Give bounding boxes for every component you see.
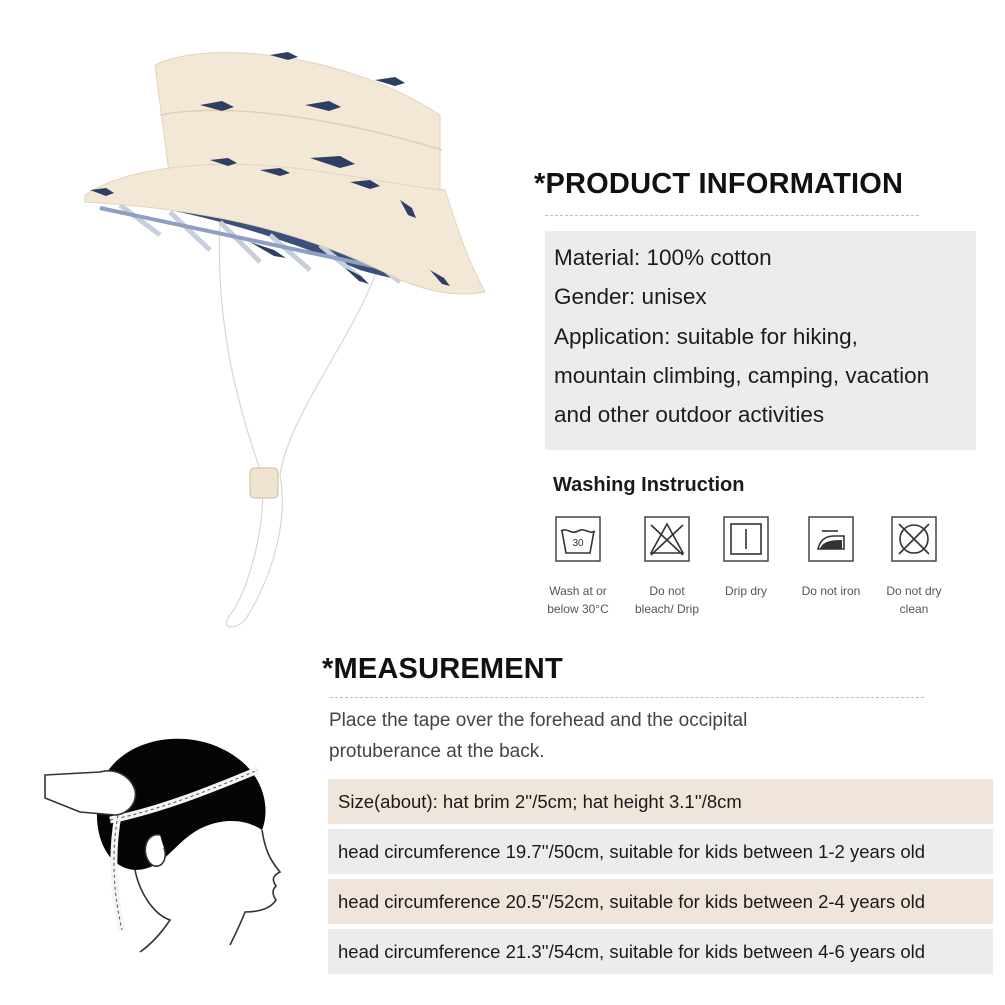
info-material: Material: 100% cotton <box>554 245 772 270</box>
wash-item-3 <box>701 516 791 600</box>
measurement-desc-line-2: protuberance at the back. <box>329 741 545 762</box>
wash-item-1 <box>533 516 623 618</box>
no-iron-icon <box>808 516 854 562</box>
size-row-1-2-years: head circumference 19.7''/50cm, suitable for kids between 1-2 years old <box>328 829 993 874</box>
product-info-title: *PRODUCT INFORMATION <box>534 168 904 200</box>
info-gender: Gender: unisex <box>554 284 707 310</box>
info-application: Application: suitable for hiking, <box>554 323 858 349</box>
product-info-divider <box>545 215 919 216</box>
head-face-profile <box>230 830 280 945</box>
wash-caption-4: Do not iron <box>801 584 861 598</box>
drip-dry-icon <box>723 516 769 562</box>
info-application-cont: mountain climbing, camping, vacation <box>554 362 930 388</box>
size-row-brim-height: Size(about): hat brim 2''/5cm; hat height 3.1''/8cm <box>328 779 993 824</box>
no-dry-clean-icon <box>891 516 937 562</box>
wash-item-4 <box>786 516 876 600</box>
wash-caption-2a: Do not <box>649 584 685 598</box>
size-row-2-4-years: head circumference 20.5''/52cm, suitable for kids between 2-4 years old <box>328 879 993 924</box>
wash-caption-3: Drip dry <box>724 584 767 598</box>
measurement-desc-line-1: Place the tape over the forehead and the occipital <box>329 710 748 731</box>
wash-item-5 <box>869 516 959 618</box>
wash-caption-1b: below 30°C <box>547 602 609 616</box>
size-row-4-6-years: head circumference 21.3''/54cm, suitable for kids between 4-6 years old <box>328 929 993 974</box>
product-info-box <box>545 231 976 450</box>
info-application-cont-2: and other outdoor activities <box>554 402 825 428</box>
measurement-title: *MEASUREMENT <box>322 653 563 685</box>
wash-caption-5b: clean <box>899 602 929 616</box>
wash-item-2 <box>622 516 712 618</box>
head-measurement-illustration <box>40 720 300 955</box>
wash-temp-label: 30 <box>572 538 584 549</box>
bucket-hat-image <box>60 30 500 630</box>
wash-caption-2b: bleach/ Drip <box>634 602 700 616</box>
wash-30-icon <box>555 516 601 562</box>
no-bleach-icon <box>644 516 690 562</box>
measuring-hand <box>45 771 135 815</box>
measurement-description <box>329 705 889 767</box>
strap-toggle <box>250 468 278 498</box>
measurement-divider <box>330 697 924 698</box>
wash-caption-5a: Do not dry <box>886 584 942 598</box>
wash-caption-1a: Wash at or <box>549 584 607 598</box>
washing-instruction-title: Washing Instruction <box>553 474 745 496</box>
chin-strap <box>219 220 380 627</box>
